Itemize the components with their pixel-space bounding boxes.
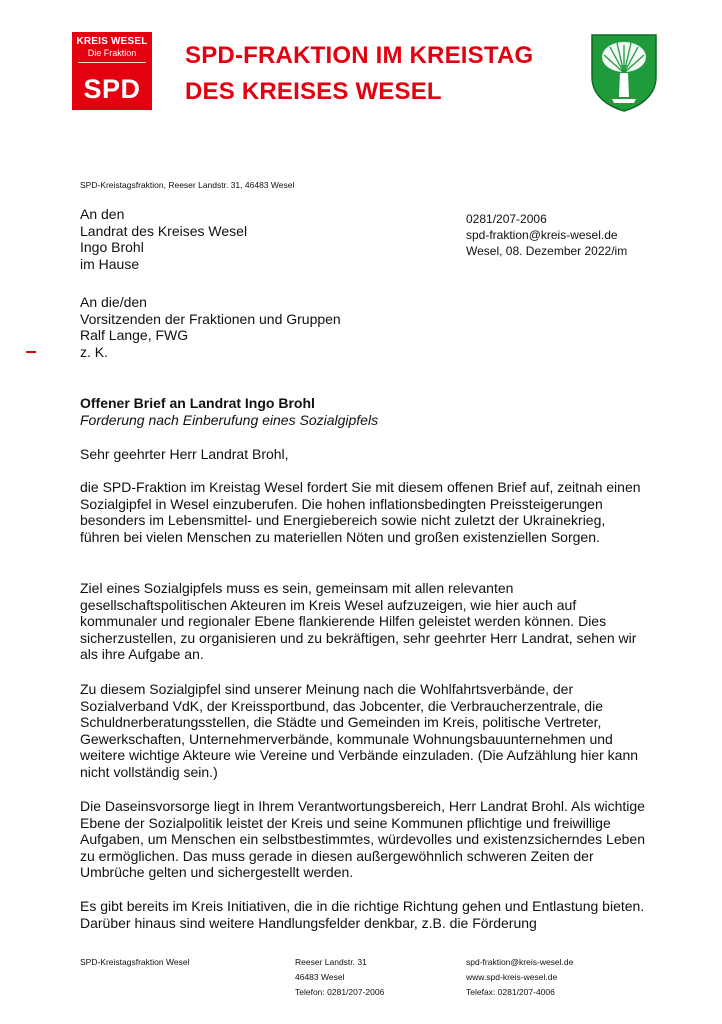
body-paragraph: Die Daseinsvorsorge liegt in Ihrem Verantwortungsbereich, Herr Landrat Brohl. Als wichtige Ebene der Sozialpolitik leistet der Kreis und seine Kommunen pflichtige und freiwillige Aufgaben, um Menschen ein selbstbestimmtes, würdevolles und existenzsicherndes Leben zu ermöglichen. Das muss gerade in diesen außergewöhnlich schweren Zeiten der Umbrüche gelten und sichergestellt werden. [80,798,645,881]
footer-street: Reeser Landstr. 31 [295,957,367,967]
footer-phone: Telefon: 0281/207-2006 [295,987,385,997]
sender-line: SPD-Kreistagsfraktion, Reeser Landstr. 31, 46483 Wesel [80,180,295,190]
footer-org: SPD-Kreistagsfraktion Wesel [80,957,190,967]
footer-col-2 [295,955,384,1000]
cc-address [80,294,341,360]
email: spd-fraktion@kreis-wesel.de [466,228,618,242]
body-paragraph: die SPD-Fraktion im Kreistag Wesel fordert Sie mit diesem offenen Brief auf, zeitnah einen Sozialgipfel in Wesel einzuberufen. Die hohen inflationsbedingten Preissteigerungen besonders im Lebensmittel- und Energiebereich sowie nicht zuletzt der Ukrainekrieg, führen bei vielen Menschen zu materiellen Nöten und großen existenziellen Sorgen. [80,479,641,545]
subject-title: Offener Brief an Landrat Ingo Brohl [80,395,315,411]
date-line: Wesel, 08. Dezember 2022/im [466,244,628,258]
recipient-line: Ingo Brohl [80,239,144,255]
header-line-2: DES KREISES WESEL [185,78,442,105]
contact-block [466,211,627,259]
body-paragraph: Es gibt bereits im Kreis Initiativen, die in die richtige Richtung gehen und Entlastung bieten. Darüber hinaus sind weitere Handlungsfelder denkbar, z.B. die Förderung [80,898,645,931]
cc-line: An die/den [80,294,147,310]
coat-of-arms-icon [590,33,658,113]
footer-col-3 [466,955,573,1000]
logo-line-1: KREIS WESEL [76,36,148,47]
cc-line: Vorsitzenden der Fraktionen und Gruppen [80,310,341,327]
body-paragraph: Ziel eines Sozialgipfels muss es sein, gemeinsam mit allen relevanten gesellschaftspolitischen Akteuren im Kreis Wesel aufzuzeigen, wie hier auch auf kommunaler und regionaler Ebene flankierende Hilfen geleistet werden können. Dies sicherzustellen, zu organisieren und zu bekräftigen, sehr geehrter Herr Landrat, sehen wir als ihre Aufgabe an. [80,580,637,663]
recipient-line: Landrat des Kreises Wesel [80,222,248,239]
phone: 0281/207-2006 [466,212,547,226]
subject [80,395,648,428]
recipient-line: An den [80,206,125,222]
cc-line: Ralf Lange, FWG [80,327,189,343]
subject-subtitle: Forderung nach Einberufung eines Sozialgipfels [80,411,379,428]
fold-mark [26,351,36,353]
footer-website: www.spd-kreis-wesel.de [466,972,558,982]
header-line-1: SPD-FRAKTION IM KREISTAG [185,42,534,69]
recipient-line: im Hause [80,255,140,272]
footer-fax: Telefax: 0281/207-4006 [466,987,555,997]
salutation: Sehr geehrter Herr Landrat Brohl, [80,446,289,462]
footer-col-1 [80,955,189,970]
footer-city: 46483 Wesel [295,972,345,982]
body-paragraph: Zu diesem Sozialgipfel sind unserer Meinung nach die Wohlfahrtsverbände, der Sozialverband VdK, der Kreissportbund, das Jobcenter, die Verbraucherzentrale, die Schuldnerberatungsstellen, die Städte und Gemeinden im Kreis, politische Vertreter, Gewerkschaften, Unternehmerverbände, kommunale Wohnungsbauunternehmen und weitere wichtige Akteure wie Vereine und Verbände einzuladen. (Die Aufzählung hier kann nicht vollständig sein.) [80,681,639,780]
spd-logo [72,32,152,110]
cc-line: z. K. [80,343,109,360]
logo-divider [78,62,146,63]
logo-line-3: SPD [83,74,141,104]
footer-email: spd-fraktion@kreis-wesel.de [466,957,574,967]
recipient-address [80,206,247,272]
logo-line-2: Die Fraktion [87,48,137,58]
